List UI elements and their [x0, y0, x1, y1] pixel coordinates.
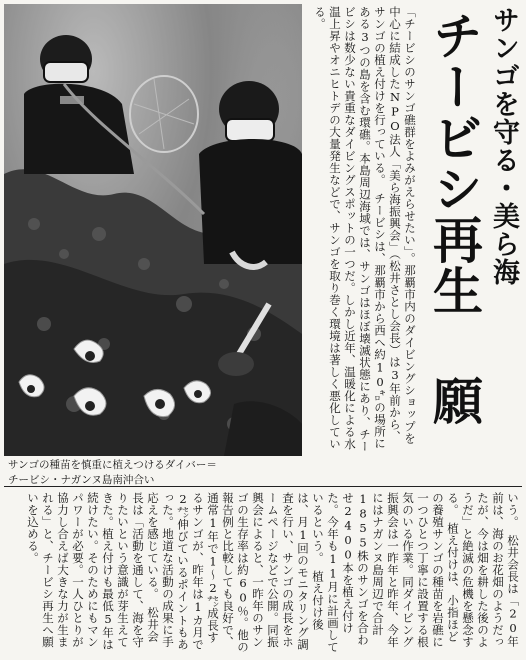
photo-caption — [8, 458, 302, 488]
headline-sub: チービシ再生 願 — [425, 10, 483, 426]
article-body-upper: 「チービシのサンゴ礁群をよみがえらせたい」。那覇市内のダイビングショップを中心に結成したNPO法人「美ら海振興会」（松井さとし会長）は3年前から、サンゴの植え付けを行っている。 チービシは、那覇市から西へ約10㌔の場所にある3つの島を含む環礁。本島周辺海域では、サンゴはほぼ壊滅状態にあり、チービシは数少ない貴重なダイビングスポットの一つだ。しかし近年、温暖化による水温上昇やオニヒトデの大量発生などで、サンゴを取り巻く環境は著しく悪化している。 — [313, 6, 417, 453]
diver-photo — [4, 4, 302, 456]
section-divider — [4, 486, 522, 487]
article-body-lower: いう。 松井会長は「20年前は、海のお花畑のようだったが、今は畑を耕した後のようだ」と絶滅の危機を懸念する。 植え付けは、小指ほどの養殖サンゴの種苗を岩礁に一つひとつ丁寧に設置する根気のいる作業。同ダイビング振興会は一昨年と昨年、今年にはナガンヌ島周辺で合計1855株のサンゴを合わせ2400本を植え付けた。今年も11月に計画しているという。 植え付け後は、月1回のモニタリング調査を行い、サンゴの成長をホームページなどで公開。同振興会によると、一昨年のサンゴの生存率は約60％。他の報告例と比較しても良好で、通常1年で1～2㌢成長するサンゴが、昨年は1カ月で2㌢伸びているポイントもあった。地道な活動の成果に手応えを感じている。 松井会長は「活動を通して、海を守りたいという意識が芽生えてきた。植え付けも最低5年は続けたい。そのためにもマンパワーが必要。一人ひとりが協力し合えば大きな力が生まれる」と、チービシ再生へ願いを込める。 — [26, 492, 520, 653]
photo-caption-line-2: チービシ・ナガンヌ島南沖合い — [8, 474, 155, 486]
photo-caption-line-1: サンゴの種苗を慎重に植えつけるダイバー＝ — [8, 459, 217, 471]
headline-main: サンゴを守る・美ら海 — [488, 6, 519, 286]
diver-photo-illustration — [4, 4, 302, 456]
